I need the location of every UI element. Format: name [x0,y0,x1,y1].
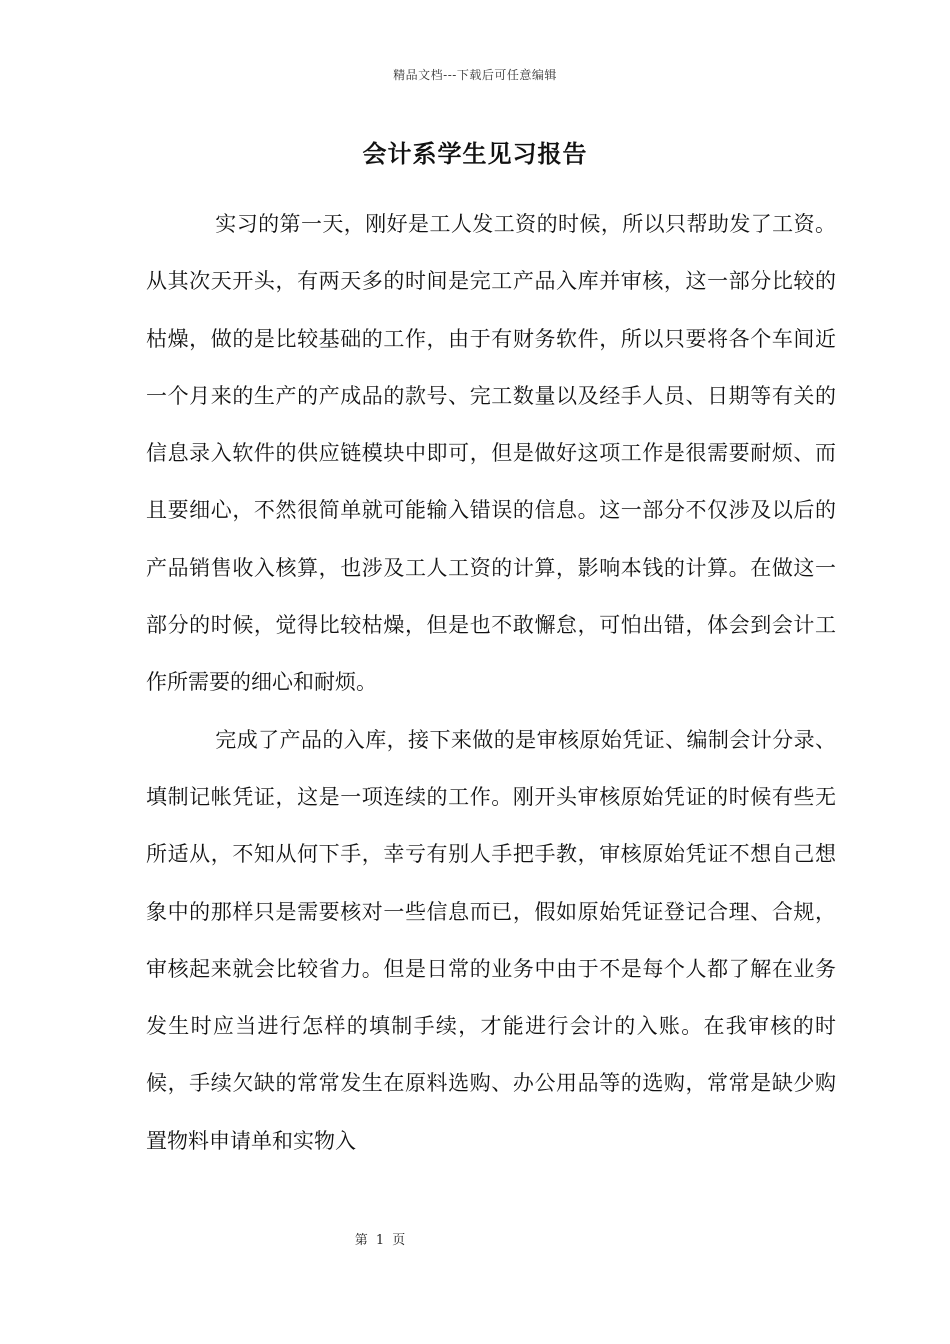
document-body [146,196,836,1170]
page-number: 第 1 页 [354,1233,406,1248]
paragraph-2: 完成了产品的入库，接下来做的是审核原始凭证、编制会计分录、填制记帐凭证，这是一项连续的工作。刚开头审核原始凭证的时候有些无所适从，不知从何下手，幸亏有别人手把手教，审核原始凭证不想自己想象中的那样只是需要核对一些信息而已，假如原始凭证登记合理、合规，审核起来就会比较省力。但是日常的业务中由于不是每个人都了解在业务发生时应当进行怎样的填制手续，才能进行会计的入账。在我审核的时候，手续欠缺的常常发生在原料选购、办公用品等的选购，常常是缺少购置物料申请单和实物入 [146,727,836,1153]
document-title: 会计系学生见习报告 [362,139,588,168]
page-header: 精品文档---下载后可任意编辑 [393,68,557,82]
paragraph-1: 实习的第一天，刚好是工人发工资的时候，所以只帮助发了工资。从其次天开头，有两天多的时间是完工产品入库并审核，这一部分比较的枯燥，做的是比较基础的工作，由于有财务软件，所以只要将各个车间近一个月来的生产的产成品的款号、完工数量以及经手人员、日期等有关的信息录入软件的供应链模块中即可，但是做好这项工作是很需要耐烦、而且要细心，不然很简单就可能输入错误的信息。这一部分不仅涉及以后的产品销售收入核算，也涉及工人工资的计算，影响本钱的计算。在做这一部分的时候，觉得比较枯燥，但是也不敢懈怠，可怕出错，体会到会计工作所需要的细心和耐烦。 [146,212,836,695]
